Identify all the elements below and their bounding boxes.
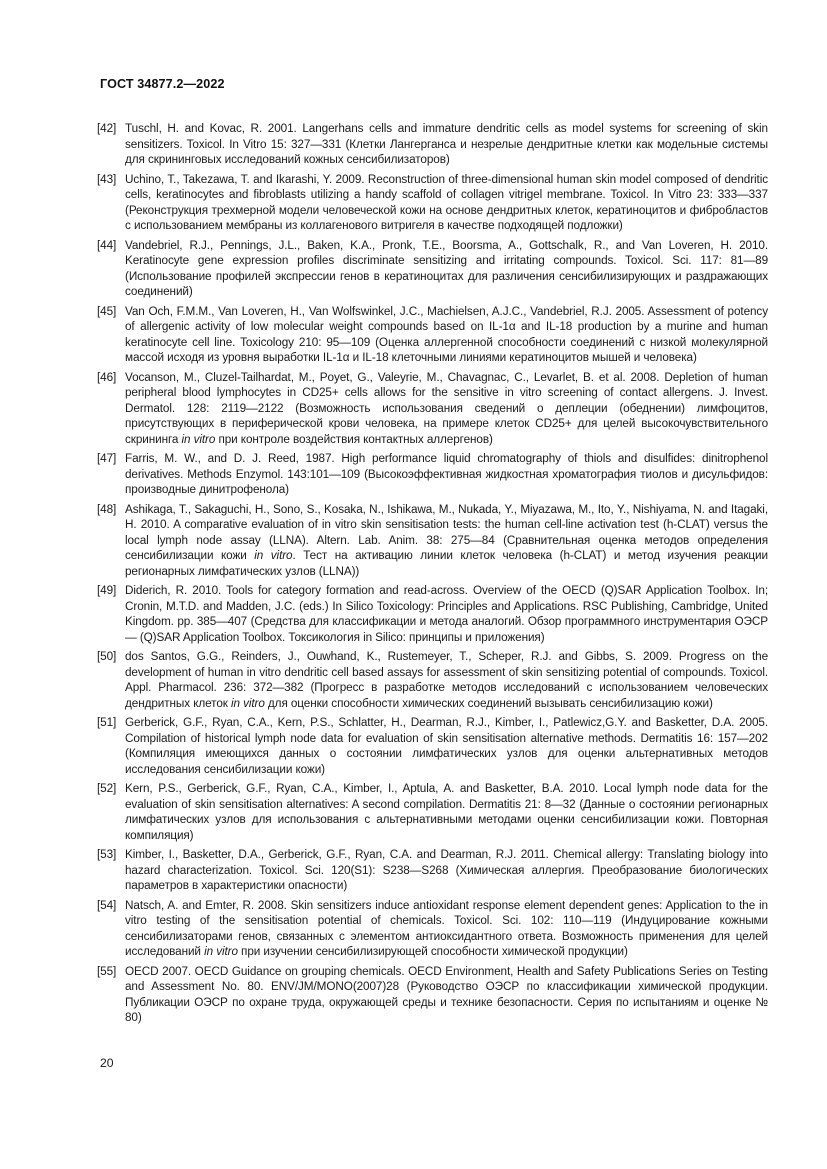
reference-number: [48]	[97, 502, 117, 516]
reference-entry	[97, 304, 768, 366]
reference-text	[125, 847, 768, 894]
reference-entry	[97, 370, 768, 448]
page-number: 20	[100, 1056, 114, 1070]
bibliography-list	[97, 121, 768, 1030]
reference-text	[125, 451, 768, 498]
reference-citation: Tuschl, H. and Kovac, R. 2001. Langerhans cells and immature dendritic cells as model systems for screening of skin sensitizers. Toxicol. In Vitro 15: 327—331 (Клетки Лангерганса и незрелые дендритные клетки как модельные системы для скрининговых исследований кожных сенсибилизаторов)	[125, 122, 768, 166]
reference-entry	[97, 121, 768, 168]
reference-entry	[97, 964, 768, 1026]
reference-citation-tail: при изучении сенсибилизирующей способности химической продукции)	[237, 945, 628, 958]
reference-text	[125, 898, 768, 960]
reference-citation: Uchino, T., Takezawa, T. and Ikarashi, Y. 2009. Reconstruction of three-dimensional human skin model composed of dendritic cells, keratinocytes and fibroblasts utilizing a handy scaffold of collagen vitrigel membrane. Toxicol. In Vitro 23: 333—337 (Реконструкция трехмерной модели человеческой кожи на основе дендритных клеток, кератиноцитов и фибробластов с использованием мембраны из коллагенового витригеля в качестве подходящей подложки)	[125, 172, 768, 232]
reference-text	[125, 649, 768, 711]
reference-text	[125, 502, 768, 580]
document-header-title: ГОСТ 34877.2—2022	[100, 77, 225, 91]
reference-citation-tail: для оценки способности химических соединений вызывать сенсибилизацию кожи)	[264, 696, 713, 710]
reference-number: [55]	[97, 964, 117, 978]
reference-entry	[97, 172, 768, 234]
reference-citation: Diderich, R. 2010. Tools for category formation and read-across. Overview of the OECD (Q)SAR Application Toolbox. In; Cronin, M.T.D. and Madden, J.C. (eds.) In Silico Toxicology: Principles and Applications. RSC Publishing, Cambridge, United Kingdom. pp. 385—407 (Средства для классификации и метода аналогий. Обзор программного инструментария ОЭСР — (Q)SAR Application Toolbox. Токсикология in Silico: принципы и приложения)	[125, 584, 768, 644]
reference-entry	[97, 715, 768, 777]
reference-entry	[97, 649, 768, 711]
reference-text	[125, 238, 768, 300]
reference-citation: Kimber, I., Basketter, D.A., Gerberick, G.F., Ryan, C.A. and Dearman, R.J. 2011. Chemical allergy: Translating biology into hazard characterization. Toxicol. Sci. 120(S1): S238—S268 (Химическая аллергия. Преобразование биологических параметров в характеристики опасности)	[125, 848, 768, 892]
reference-number: [50]	[97, 650, 117, 663]
reference-text	[125, 304, 768, 366]
reference-number: [46]	[97, 370, 117, 384]
reference-citation: dos Santos, G.G., Reinders, J., Ouwhand, K., Rustemeyer, T., Scheper, R.J. and Gibbs, S. 2009. Progress on the development of human in vitro dendritic cell based assays for assessment of skin sensitizing potential of compounds. Toxicol. Appl. Pharmacol. 236: 372—382 (Прогресс в разработке методов исследований с использованием человеческих дендритных клеток	[125, 650, 768, 710]
reference-text	[125, 781, 768, 843]
reference-entry	[97, 847, 768, 894]
reference-citation-tail: . Тест на активацию линии клеток человека (h-CLAT) и метод изучения реакции регионарных лимфатических узлов (LLNA))	[125, 549, 768, 578]
reference-entry	[97, 898, 768, 960]
reference-entry	[97, 583, 768, 645]
reference-entry	[97, 781, 768, 843]
reference-number: [45]	[97, 304, 117, 318]
reference-number: [44]	[97, 238, 117, 252]
reference-text	[125, 583, 768, 645]
reference-entry	[97, 451, 768, 498]
reference-number: [43]	[97, 172, 117, 186]
reference-number: [51]	[97, 716, 117, 729]
reference-citation: Kern, P.S., Gerberick, G.F., Ryan, C.A., Kimber, I., Aptula, A. and Basketter, B.A. 2010. Local lymph node data for the evaluation of skin sensitisation alternatives: A second compilation. Dermatitis 21: 8—32 (Данные о состоянии регионарных лимфатических узлов для использования с альтернативными методами оценки сенсибилизации кожи. Повторная компиляция)	[125, 782, 768, 842]
reference-number: [47]	[97, 452, 117, 465]
reference-text	[125, 964, 768, 1026]
reference-citation: Farris, M. W., and D. J. Reed, 1987. High performance liquid chromatography of thiols and disulfides: dinitrophenol derivatives. Methods Enzymol. 143:101—109 (Высокоэффективная жидкостная хроматография тиолов и дисульфидов: производные динитрофенола)	[125, 452, 768, 496]
reference-citation: Vandebriel, R.J., Pennings, J.L., Baken, K.A., Pronk, T.E., Boorsma, A., Gottschalk, R., and Van Loveren, H. 2010. Keratinocyte gene expression profiles discriminate sensitizing and irritating compounds. Toxicol. Sci. 117: 81—89 (Использование профилей экспрессии генов в кератиноцитах для различения сенсибилизирующих и раздражающих соединений)	[125, 238, 768, 298]
reference-italic-term: in vitro	[230, 696, 265, 710]
reference-citation: Vocanson, M., Cluzel-Tailhardat, M., Poyet, G., Valeyrie, M., Chavagnac, C., Levarlet, B. et al. 2008. Depletion of human peripheral blood lymphocytes in CD25+ cells allows for the sensitive in vitro screening of contact allergens. J. Invest. Dermatol. 128: 2119—2122 (Возможность использования сведений о деплеции (обеднении) лимфоцитов, присутствующих в периферической крови человека, на примере клеток CD25+ для целей высокочувствительного скрининга	[125, 370, 768, 446]
reference-citation: Gerberick, G.F., Ryan, C.A., Kern, P.S., Schlatter, H., Dearman, R.J., Kimber, I., Patlewicz,G.Y. and Basketter, D.A. 2005. Compilation of historical lymph node data for evaluation of skin sensitisation alternative methods. Dermatitis 16: 157—202 (Компиляция имеющихся данных о состоянии лимфатических узлов для оценки альтернативных методов исследования сенсибилизации кожи)	[125, 716, 768, 776]
reference-citation: Van Och, F.M.M., Van Loveren, H., Van Wolfswinkel, J.C., Machielsen, A.J.C., Vandebriel, R.J. 2005. Assessment of potency of allergenic activity of low molecular weight compounds based on IL-1α and IL-18 production by a murine and human keratinocyte cell line. Toxicology 210: 95—109 (Оценка аллергенной способности соединений с низкой молекулярной массой исходя из уровня выработки IL-1α и IL-18 клеточными линиями кератиноцитов мышей и человека)	[125, 304, 768, 364]
reference-italic-term: in vitro	[204, 945, 238, 958]
reference-text	[125, 172, 768, 234]
reference-italic-term: in vitro	[181, 432, 216, 446]
reference-text	[125, 715, 768, 777]
reference-citation: Ashikaga, T., Sakaguchi, H., Sono, S., Kosaka, N., Ishikawa, M., Nukada, Y., Miyazawa, M., Ito, Y., Nishiyama, N. and Itagaki, H. 2010. A comparative evaluation of in vitro skin sensitisation tests: the human cell-line activation test (h-CLAT) versus the local lymph node assay (LLNA). Altern. Lab. Anim. 38: 275—84 (Сравнительная оценка методов определения сенсибилизации кожи	[125, 502, 768, 562]
reference-number: [54]	[97, 898, 117, 912]
reference-text	[125, 121, 768, 168]
reference-text	[125, 370, 768, 448]
reference-number: [53]	[97, 848, 117, 861]
reference-entry	[97, 238, 768, 300]
reference-citation: OECD 2007. OECD Guidance on grouping chemicals. OECD Environment, Health and Safety Publications Series on Testing and Assessment No. 80. ENV/JM/MONO(2007)28 (Руководство ОЭСР по классификации химической продукции. Публикации ОЭСР по охране труда, окружающей среды и технике безопасности. Серия по испытаниям и оценке № 80)	[125, 964, 768, 1024]
reference-number: [42]	[97, 122, 117, 135]
reference-citation: Natsch, A. and Emter, R. 2008. Skin sensitizers induce antioxidant response element dependent genes: Application to the in vitro testing of the sensitisation potential of chemicals. Toxicol. Sci. 102: 110—119 (Индуцирование кожными сенсибилизаторами генов, связанных с элементом антиоксидантного ответа. Возможность применения для целей исследований	[125, 898, 768, 958]
reference-number: [49]	[97, 584, 117, 597]
reference-number: [52]	[97, 782, 117, 795]
reference-entry	[97, 502, 768, 580]
reference-italic-term: in vitro	[254, 549, 293, 562]
reference-citation-tail: при контроле воздействия контактных аллергенов)	[215, 432, 493, 446]
